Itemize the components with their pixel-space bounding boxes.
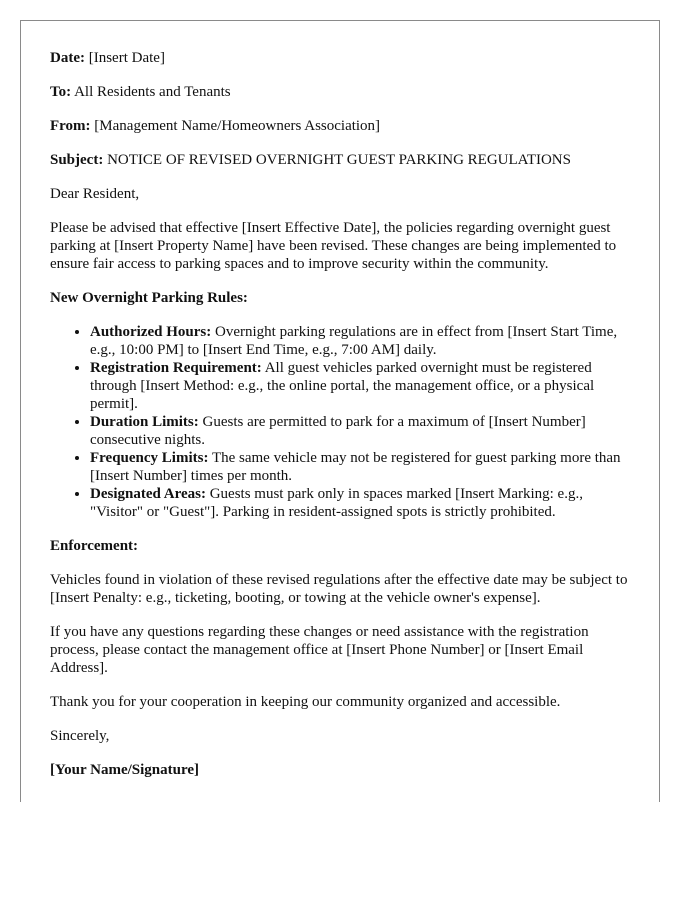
- document-content: [21, 21, 659, 779]
- enforcement-title: Enforcement:: [50, 538, 139, 554]
- document-page: [20, 20, 660, 802]
- to-label: To:: [50, 84, 72, 100]
- rule-label: Duration Limits:: [90, 414, 199, 430]
- rule-label: Frequency Limits:: [90, 450, 209, 466]
- rule-label: Registration Requirement:: [90, 360, 262, 376]
- rule-item: [90, 413, 630, 449]
- rules-section-title: New Overnight Parking Rules:: [50, 290, 248, 306]
- subject-line: [50, 151, 630, 169]
- rule-text: Overnight parking regulations are in effect from [Insert Start Time, e.g., 10:00 PM] to [Insert End Time, e.g., 7:00 AM] daily.: [90, 324, 618, 358]
- rule-item: [90, 359, 630, 413]
- to-value: All Residents and Tenants: [74, 84, 231, 100]
- rules-list: [50, 323, 630, 521]
- rule-label: Designated Areas:: [90, 486, 206, 502]
- rule-item: [90, 449, 630, 485]
- rule-item: [90, 323, 630, 359]
- date-label: Date:: [50, 50, 85, 66]
- from-value: [Management Name/Homeowners Association]: [94, 118, 381, 134]
- subject-label: Subject:: [50, 152, 104, 168]
- rule-text: All guest vehicles parked overnight must be registered through [Insert Method: e.g., the online portal, the management office, or a physical permit].: [90, 360, 595, 412]
- date-line: [50, 49, 630, 67]
- enforcement-paragraph: Vehicles found in violation of these revised regulations after the effective date may be subject to [Insert Penalty: e.g., ticketing, booting, or towing at the vehicle owner's expense].: [50, 572, 628, 606]
- closing: Sincerely,: [50, 728, 110, 744]
- from-label: From:: [50, 118, 91, 134]
- intro-paragraph: Please be advised that effective [Insert Effective Date], the policies regarding overnight guest parking at [Insert Property Name] have been revised. These changes are being implemented to ensure fair access to parking spaces and to improve security within the community.: [50, 220, 617, 272]
- rule-item: [90, 485, 630, 521]
- rule-text: The same vehicle may not be registered for guest parking more than [Insert Number] times per month.: [90, 450, 621, 484]
- contact-paragraph: If you have any questions regarding these changes or need assistance with the registration process, please contact the management office at [Insert Phone Number] or [Insert Email Address].: [50, 624, 589, 676]
- rule-label: Authorized Hours:: [90, 324, 212, 340]
- greeting: Dear Resident,: [50, 186, 140, 202]
- signature-placeholder: [Your Name/Signature]: [50, 762, 200, 778]
- to-line: [50, 83, 630, 101]
- thanks-paragraph: Thank you for your cooperation in keeping our community organized and accessible.: [50, 694, 561, 710]
- rule-text: Guests must park only in spaces marked [Insert Marking: e.g., "Visitor" or "Guest"]. Parking in resident-assigned spots is strictly prohibited.: [90, 486, 583, 520]
- from-line: [50, 117, 630, 135]
- date-value: [Insert Date]: [88, 50, 165, 66]
- rule-text: Guests are permitted to park for a maximum of [Insert Number] consecutive nights.: [90, 414, 586, 448]
- subject-value: NOTICE OF REVISED OVERNIGHT GUEST PARKING REGULATIONS: [107, 152, 571, 168]
